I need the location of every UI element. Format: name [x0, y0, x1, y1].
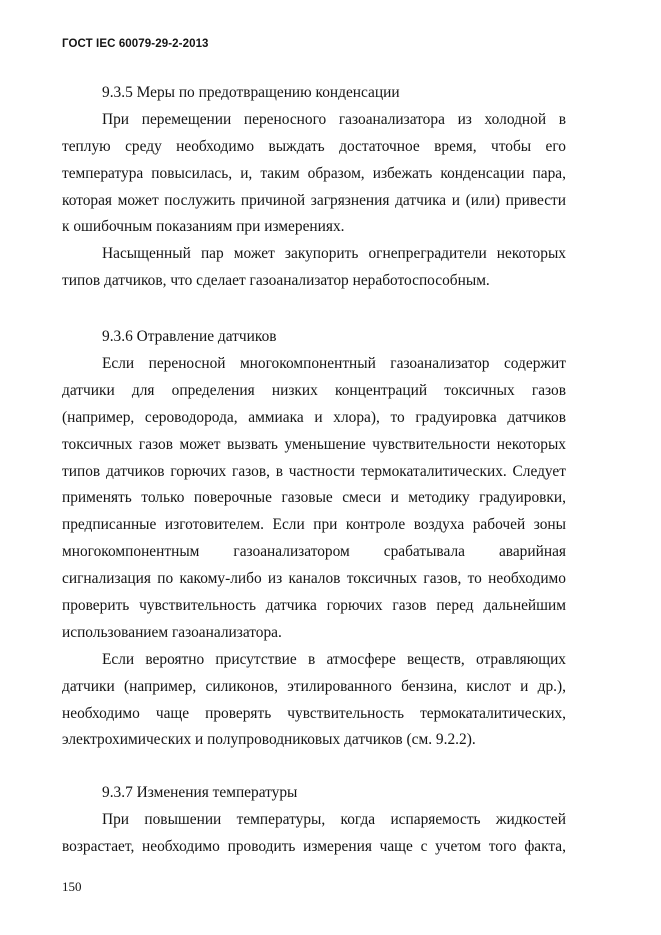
text-line: температура повысилась, и, таким образом, избежать конденсации пара, — [62, 164, 566, 182]
paragraph — [62, 807, 566, 861]
text-line: предписанные изготовителем. Если при контроле воздуха рабочей зоны — [62, 516, 566, 534]
document-code-header: ГОСТ IEC 60079-29-2-2013 — [62, 38, 209, 50]
paragraph — [62, 241, 566, 295]
text-line: возрастает, необходимо проводить измерения чаще с учетом того факта, — [62, 838, 566, 856]
paragraph — [62, 107, 566, 241]
text-line: электрохимических и полупроводниковых датчиков (см. 9.2.2). — [62, 731, 476, 749]
text-line: к ошибочным показаниям при измерениях. — [62, 218, 345, 236]
text-line: Если вероятно присутствие в атмосфере веществ, отравляющих — [102, 650, 566, 668]
text-line: многокомпонентным газоанализатором срабатывала аварийная — [62, 543, 566, 561]
text-line: При перемещении переносного газоанализатора из холодной в — [102, 110, 566, 128]
text-line: проверить чувствительность датчика горючих газов перед дальнейшим — [62, 597, 566, 615]
text-line: датчики (например, силиконов, этилированного бензина, кислот и др.), — [62, 677, 566, 695]
text-line: применять только поверочные газовые смеси и методику градуировки, — [62, 489, 566, 507]
text-line: Насыщенный пар может закупорить огнепреградители некоторых — [102, 245, 566, 263]
paragraph — [62, 647, 566, 755]
text-line: типов датчиков, что сделает газоанализатор неработоспособным. — [62, 272, 490, 290]
document-body — [62, 80, 566, 861]
section-heading: 9.3.5 Меры по предотвращению конденсации — [102, 84, 400, 101]
text-line: (например, сероводорода, аммиака и хлора), то градуировка датчиков — [62, 408, 566, 426]
page-number: 150 — [62, 879, 82, 894]
text-line: датчики для определения низких концентраций токсичных газов — [62, 381, 566, 399]
text-line: типов датчиков горючих газов, в частности термокаталитических. Следует — [62, 462, 566, 480]
text-line: необходимо чаще проверять чувствительность термокаталитических, — [62, 704, 566, 722]
text-line: При повышении температуры, когда испаряемость жидкостей — [102, 811, 566, 829]
text-line: токсичных газов может вызвать уменьшение чувствительности некоторых — [62, 435, 566, 453]
text-line: сигнализация по какому-либо из каналов токсичных газов, то необходимо — [62, 570, 566, 588]
section-heading: 9.3.7 Изменения температуры — [102, 784, 298, 802]
text-line: которая может послужить причиной загрязнения датчика и (или) привести — [62, 191, 566, 209]
text-line: Если переносной многокомпонентный газоанализатор содержит — [102, 355, 566, 373]
text-line: теплую среду необходимо выждать достаточное время, чтобы его — [62, 137, 566, 155]
section-spacer — [62, 754, 566, 780]
text-line: использованием газоанализатора. — [62, 623, 282, 641]
section-heading: 9.3.6 Отравление датчиков — [102, 328, 277, 346]
paragraph — [62, 351, 566, 647]
section-spacer — [62, 295, 566, 324]
